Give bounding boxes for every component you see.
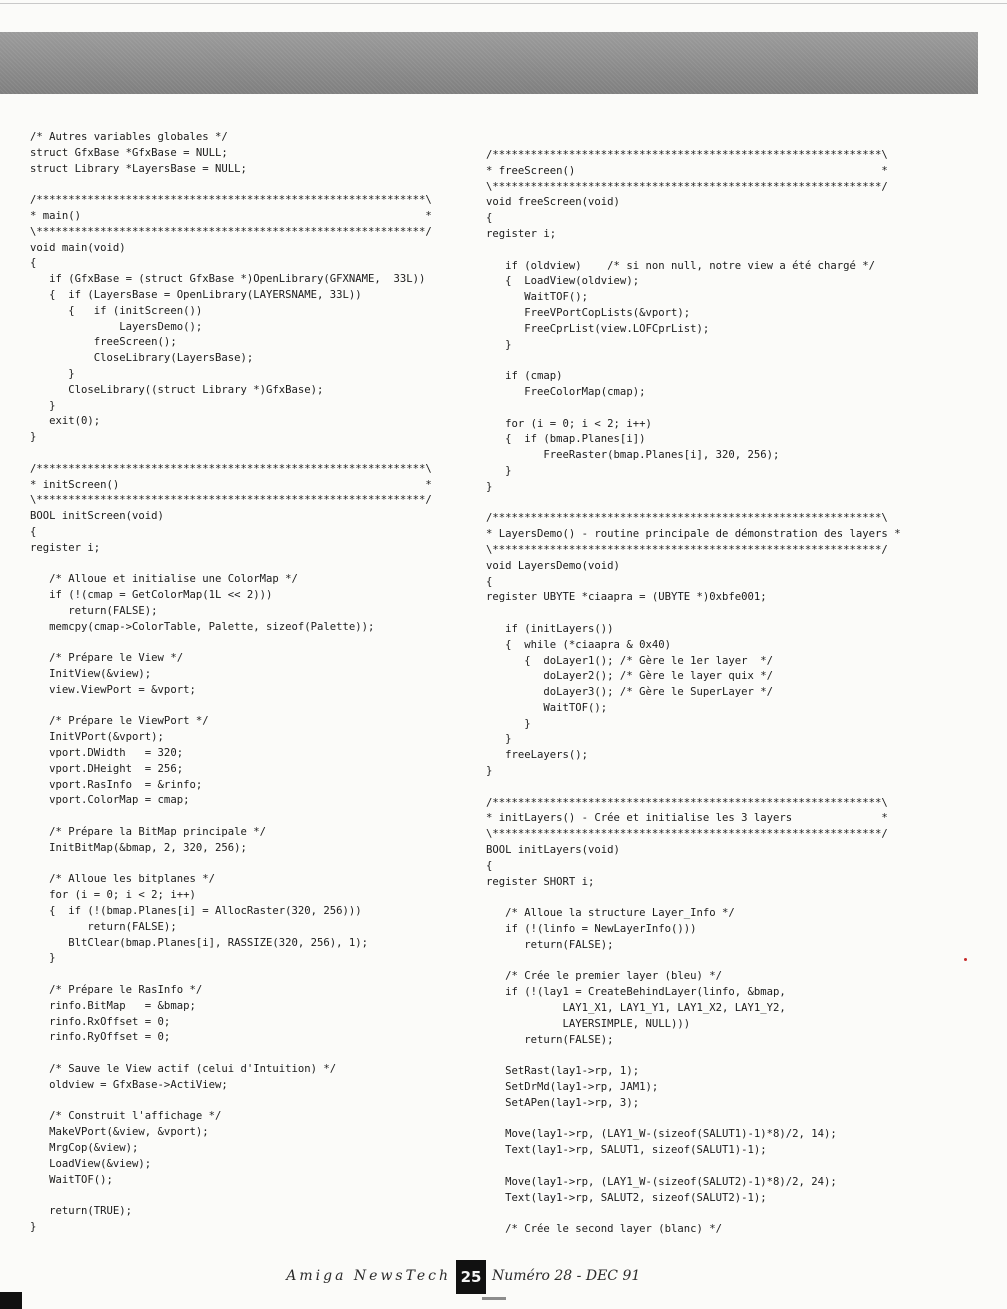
right-code-line: doLayer2(); /* Gère le layer quix */	[486, 670, 774, 683]
right-code-line: /*************************************************************\	[486, 149, 888, 161]
left-code-line: InitVPort(&vport);	[30, 731, 164, 744]
left-code-line: }	[30, 431, 37, 444]
left-code-line: rinfo.RyOffset = 0;	[30, 1031, 171, 1044]
left-code-line: /*************************************************************\	[30, 194, 432, 207]
left-code-line: /* Autres variables globales */	[30, 131, 228, 143]
left-code-line: register i;	[30, 541, 101, 554]
left-code-line: /* Prépare le View */	[30, 652, 184, 665]
right-code-line: FreeRaster(bmap.Planes[i], 320, 256);	[486, 449, 780, 462]
right-code-line: LAYERSIMPLE, NULL)))	[486, 1017, 691, 1030]
left-code-line: memcpy(cmap->ColorTable, Palette, sizeof(Palette));	[30, 620, 375, 633]
left-code-line	[30, 809, 478, 825]
right-code-line	[486, 243, 934, 259]
page-number: 25	[456, 1260, 486, 1294]
left-code-line: BltClear(bmap.Planes[i], RASSIZE(320, 256), 1);	[30, 936, 369, 949]
right-code-line: void freeScreen(void)	[486, 196, 620, 209]
left-code-line	[30, 1094, 478, 1110]
left-code-line: InitView(&view);	[30, 668, 152, 681]
left-code-line: /* Sauve le View actif (celui d'Intuition) */	[30, 1063, 337, 1076]
right-code-line	[486, 1112, 934, 1128]
ink-dot	[964, 958, 967, 961]
right-code-line: register i;	[486, 227, 557, 240]
right-code-line: /*************************************************************\	[486, 512, 888, 525]
left-code-line: rinfo.RxOffset = 0;	[30, 1015, 171, 1028]
left-code-line: /* Prépare le ViewPort */	[30, 715, 209, 728]
right-code-line: {	[486, 212, 493, 225]
right-code-line: if (oldview) /* si non null, notre view a été chargé */	[486, 259, 876, 272]
left-code-line	[30, 177, 478, 193]
left-code-line	[30, 967, 478, 983]
code-column-left	[30, 130, 478, 1245]
right-code-line	[486, 954, 934, 970]
left-code-line: vport.DHeight = 256;	[30, 762, 184, 775]
right-code-line: doLayer3(); /* Gère le SuperLayer */	[486, 686, 774, 699]
left-code-line: BOOL initScreen(void)	[30, 510, 164, 523]
right-code-line: * LayersDemo() - routine principale de démonstration des layers *	[486, 528, 901, 541]
left-code-line: vport.ColorMap = cmap;	[30, 794, 190, 807]
right-code-line: /* Alloue la structure Layer_Info */	[486, 907, 735, 920]
page-footer	[0, 1260, 1007, 1294]
left-code-line: CloseLibrary((struct Library *)GfxBase);	[30, 383, 324, 396]
left-code-line: struct Library *LayersBase = NULL;	[30, 162, 247, 175]
left-code-line: { if (!(bmap.Planes[i] = AllocRaster(320, 256)))	[30, 905, 362, 918]
left-code-line: return(FALSE);	[30, 604, 158, 617]
right-code-line	[486, 1159, 934, 1175]
right-code-line: return(FALSE);	[486, 1033, 614, 1046]
left-code-line: return(FALSE);	[30, 920, 177, 933]
right-code-line: if (!(linfo = NewLayerInfo()))	[486, 923, 697, 936]
left-code-line	[30, 557, 478, 573]
right-code-line: {	[486, 575, 493, 588]
right-code-line: if (!(lay1 = CreateBehindLayer(linfo, &bmap,	[486, 986, 786, 999]
bottom-smudge	[482, 1297, 506, 1300]
right-code-line: if (initLayers())	[486, 622, 614, 635]
right-code-line: /* Crée le premier layer (bleu) */	[486, 970, 722, 983]
left-code-line: /* Alloue et initialise une ColorMap */	[30, 573, 298, 586]
code-column-right	[486, 148, 934, 1245]
issue-label: Numéro 28 - DEC 91	[492, 1268, 641, 1284]
left-code-line: * initScreen() *	[30, 478, 432, 491]
right-code-line: WaitTOF();	[486, 291, 589, 304]
right-code-line: for (i = 0; i < 2; i++)	[486, 417, 652, 430]
right-code-line: { doLayer1(); /* Gère le 1er layer */	[486, 654, 774, 667]
left-code-line: view.ViewPort = &vport;	[30, 683, 196, 696]
right-code-line	[486, 1206, 934, 1222]
left-code-line: MakeVPort(&view, &vport);	[30, 1126, 209, 1139]
right-code-line: register UBYTE *ciaapra = (UBYTE *)0xbfe001;	[486, 591, 767, 604]
right-code-line: }	[486, 464, 512, 477]
left-code-line	[30, 1046, 478, 1062]
left-code-line: }	[30, 1220, 37, 1233]
right-code-line	[486, 353, 934, 369]
left-code-line	[30, 857, 478, 873]
right-code-line: * initLayers() - Crée et initialise les 3 layers *	[486, 812, 888, 825]
left-code-line: vport.RasInfo = &rinfo;	[30, 778, 203, 791]
right-code-line: { while (*ciaapra & 0x40)	[486, 638, 671, 651]
left-code-line: { if (initScreen())	[30, 304, 203, 317]
left-code-line: {	[30, 525, 37, 538]
left-code-line: /*************************************************************\	[30, 462, 432, 475]
left-code-line: return(TRUE);	[30, 1205, 133, 1218]
right-code-line: Text(lay1->rp, SALUT2, sizeof(SALUT2)-1);	[486, 1191, 767, 1204]
right-code-line: }	[486, 733, 512, 746]
left-code-line: oldview = GfxBase->ActiView;	[30, 1078, 228, 1091]
left-code-line: CloseLibrary(LayersBase);	[30, 352, 254, 365]
right-code-line: FreeColorMap(cmap);	[486, 385, 646, 398]
right-code-line	[486, 606, 934, 622]
left-code-line: freeScreen();	[30, 336, 177, 349]
left-code-line: /* Construit l'affichage */	[30, 1110, 222, 1123]
left-code-line: /* Prépare le RasInfo */	[30, 984, 203, 997]
right-code-line: }	[486, 480, 493, 493]
right-code-line: FreeVPortCopLists(&vport);	[486, 306, 691, 319]
right-code-line: /*************************************************************\	[486, 796, 888, 809]
left-code-line: rinfo.BitMap = &bmap;	[30, 999, 196, 1012]
right-code-line	[486, 401, 934, 417]
right-code-line: if (cmap)	[486, 370, 563, 383]
left-code-line: if (GfxBase = (struct GfxBase *)OpenLibrary(GFXNAME, 33L))	[30, 273, 426, 286]
left-code-line: }	[30, 952, 56, 965]
left-code-line: if (!(cmap = GetColorMap(1L << 2)))	[30, 589, 273, 602]
right-code-line: WaitTOF();	[486, 701, 608, 714]
right-code-line: SetAPen(lay1->rp, 3);	[486, 1096, 640, 1109]
right-code-line: { LoadView(oldview);	[486, 275, 640, 288]
right-code-line: Move(lay1->rp, (LAY1_W-(sizeof(SALUT2)-1)*8)/2, 24);	[486, 1175, 837, 1188]
right-code-line	[486, 1048, 934, 1064]
right-code-line: }	[486, 717, 531, 730]
left-code-line: \*************************************************************/	[30, 225, 432, 238]
top-rule	[0, 3, 1007, 4]
left-code-line: void main(void)	[30, 241, 126, 254]
right-code-line: freeLayers();	[486, 749, 589, 762]
right-code-line: void LayersDemo(void)	[486, 559, 620, 572]
left-code-line: { if (LayersBase = OpenLibrary(LAYERSNAME, 33L))	[30, 288, 362, 301]
left-code-line: }	[30, 399, 56, 412]
left-code-line: struct GfxBase *GfxBase = NULL;	[30, 146, 228, 159]
right-code-line: {	[486, 859, 493, 872]
right-code-line: * freeScreen() *	[486, 164, 888, 177]
right-code-line: }	[486, 765, 493, 778]
right-code-line: Move(lay1->rp, (LAY1_W-(sizeof(SALUT1)-1)*8)/2, 14);	[486, 1128, 837, 1141]
right-code-line: /* Crée le second layer (blanc) */	[486, 1223, 722, 1236]
right-code-line: \*************************************************************/	[486, 828, 888, 841]
right-code-line	[486, 890, 934, 906]
right-code-line: register SHORT i;	[486, 875, 595, 888]
left-code-line: exit(0);	[30, 415, 101, 428]
right-code-line: BOOL initLayers(void)	[486, 844, 620, 857]
left-code-line: /* Alloue les bitplanes */	[30, 873, 215, 886]
right-code-line: \*************************************************************/	[486, 543, 888, 556]
right-code-line: LAY1_X1, LAY1_Y1, LAY1_X2, LAY1_Y2,	[486, 1002, 786, 1015]
left-code-line: MrgCop(&view);	[30, 1142, 139, 1154]
right-code-line: }	[486, 338, 512, 351]
left-code-line: WaitTOF();	[30, 1173, 113, 1186]
corner-registration-mark	[0, 1292, 22, 1309]
left-code-line: \*************************************************************/	[30, 494, 432, 507]
right-code-line	[486, 780, 934, 796]
left-code-line: * main() *	[30, 209, 432, 222]
left-code-line	[30, 446, 478, 462]
right-code-line: Text(lay1->rp, SALUT1, sizeof(SALUT1)-1);	[486, 1144, 767, 1157]
left-code-line	[30, 636, 478, 652]
right-code-line	[486, 496, 934, 512]
left-code-line	[30, 699, 478, 715]
right-code-line: FreeCprList(view.LOFCprList);	[486, 322, 710, 335]
left-code-line: LoadView(&view);	[30, 1157, 152, 1170]
left-code-line: /* Prépare la BitMap principale */	[30, 826, 266, 839]
right-code-line: \*************************************************************/	[486, 180, 888, 193]
header-band	[0, 32, 978, 94]
left-code-line: {	[30, 257, 37, 270]
left-code-line: for (i = 0; i < 2; i++)	[30, 889, 196, 902]
left-code-line: }	[30, 367, 75, 380]
right-code-line: SetDrMd(lay1->rp, JAM1);	[486, 1081, 659, 1094]
right-code-line: { if (bmap.Planes[i])	[486, 433, 646, 446]
magazine-name: Amiga NewsTech	[286, 1268, 451, 1284]
left-code-line	[30, 1188, 478, 1204]
left-code-line: vport.DWidth = 320;	[30, 747, 184, 760]
right-code-line: SetRast(lay1->rp, 1);	[486, 1065, 640, 1078]
left-code-line: LayersDemo();	[30, 320, 203, 333]
right-code-line: return(FALSE);	[486, 938, 614, 951]
left-code-line: InitBitMap(&bmap, 2, 320, 256);	[30, 841, 247, 854]
